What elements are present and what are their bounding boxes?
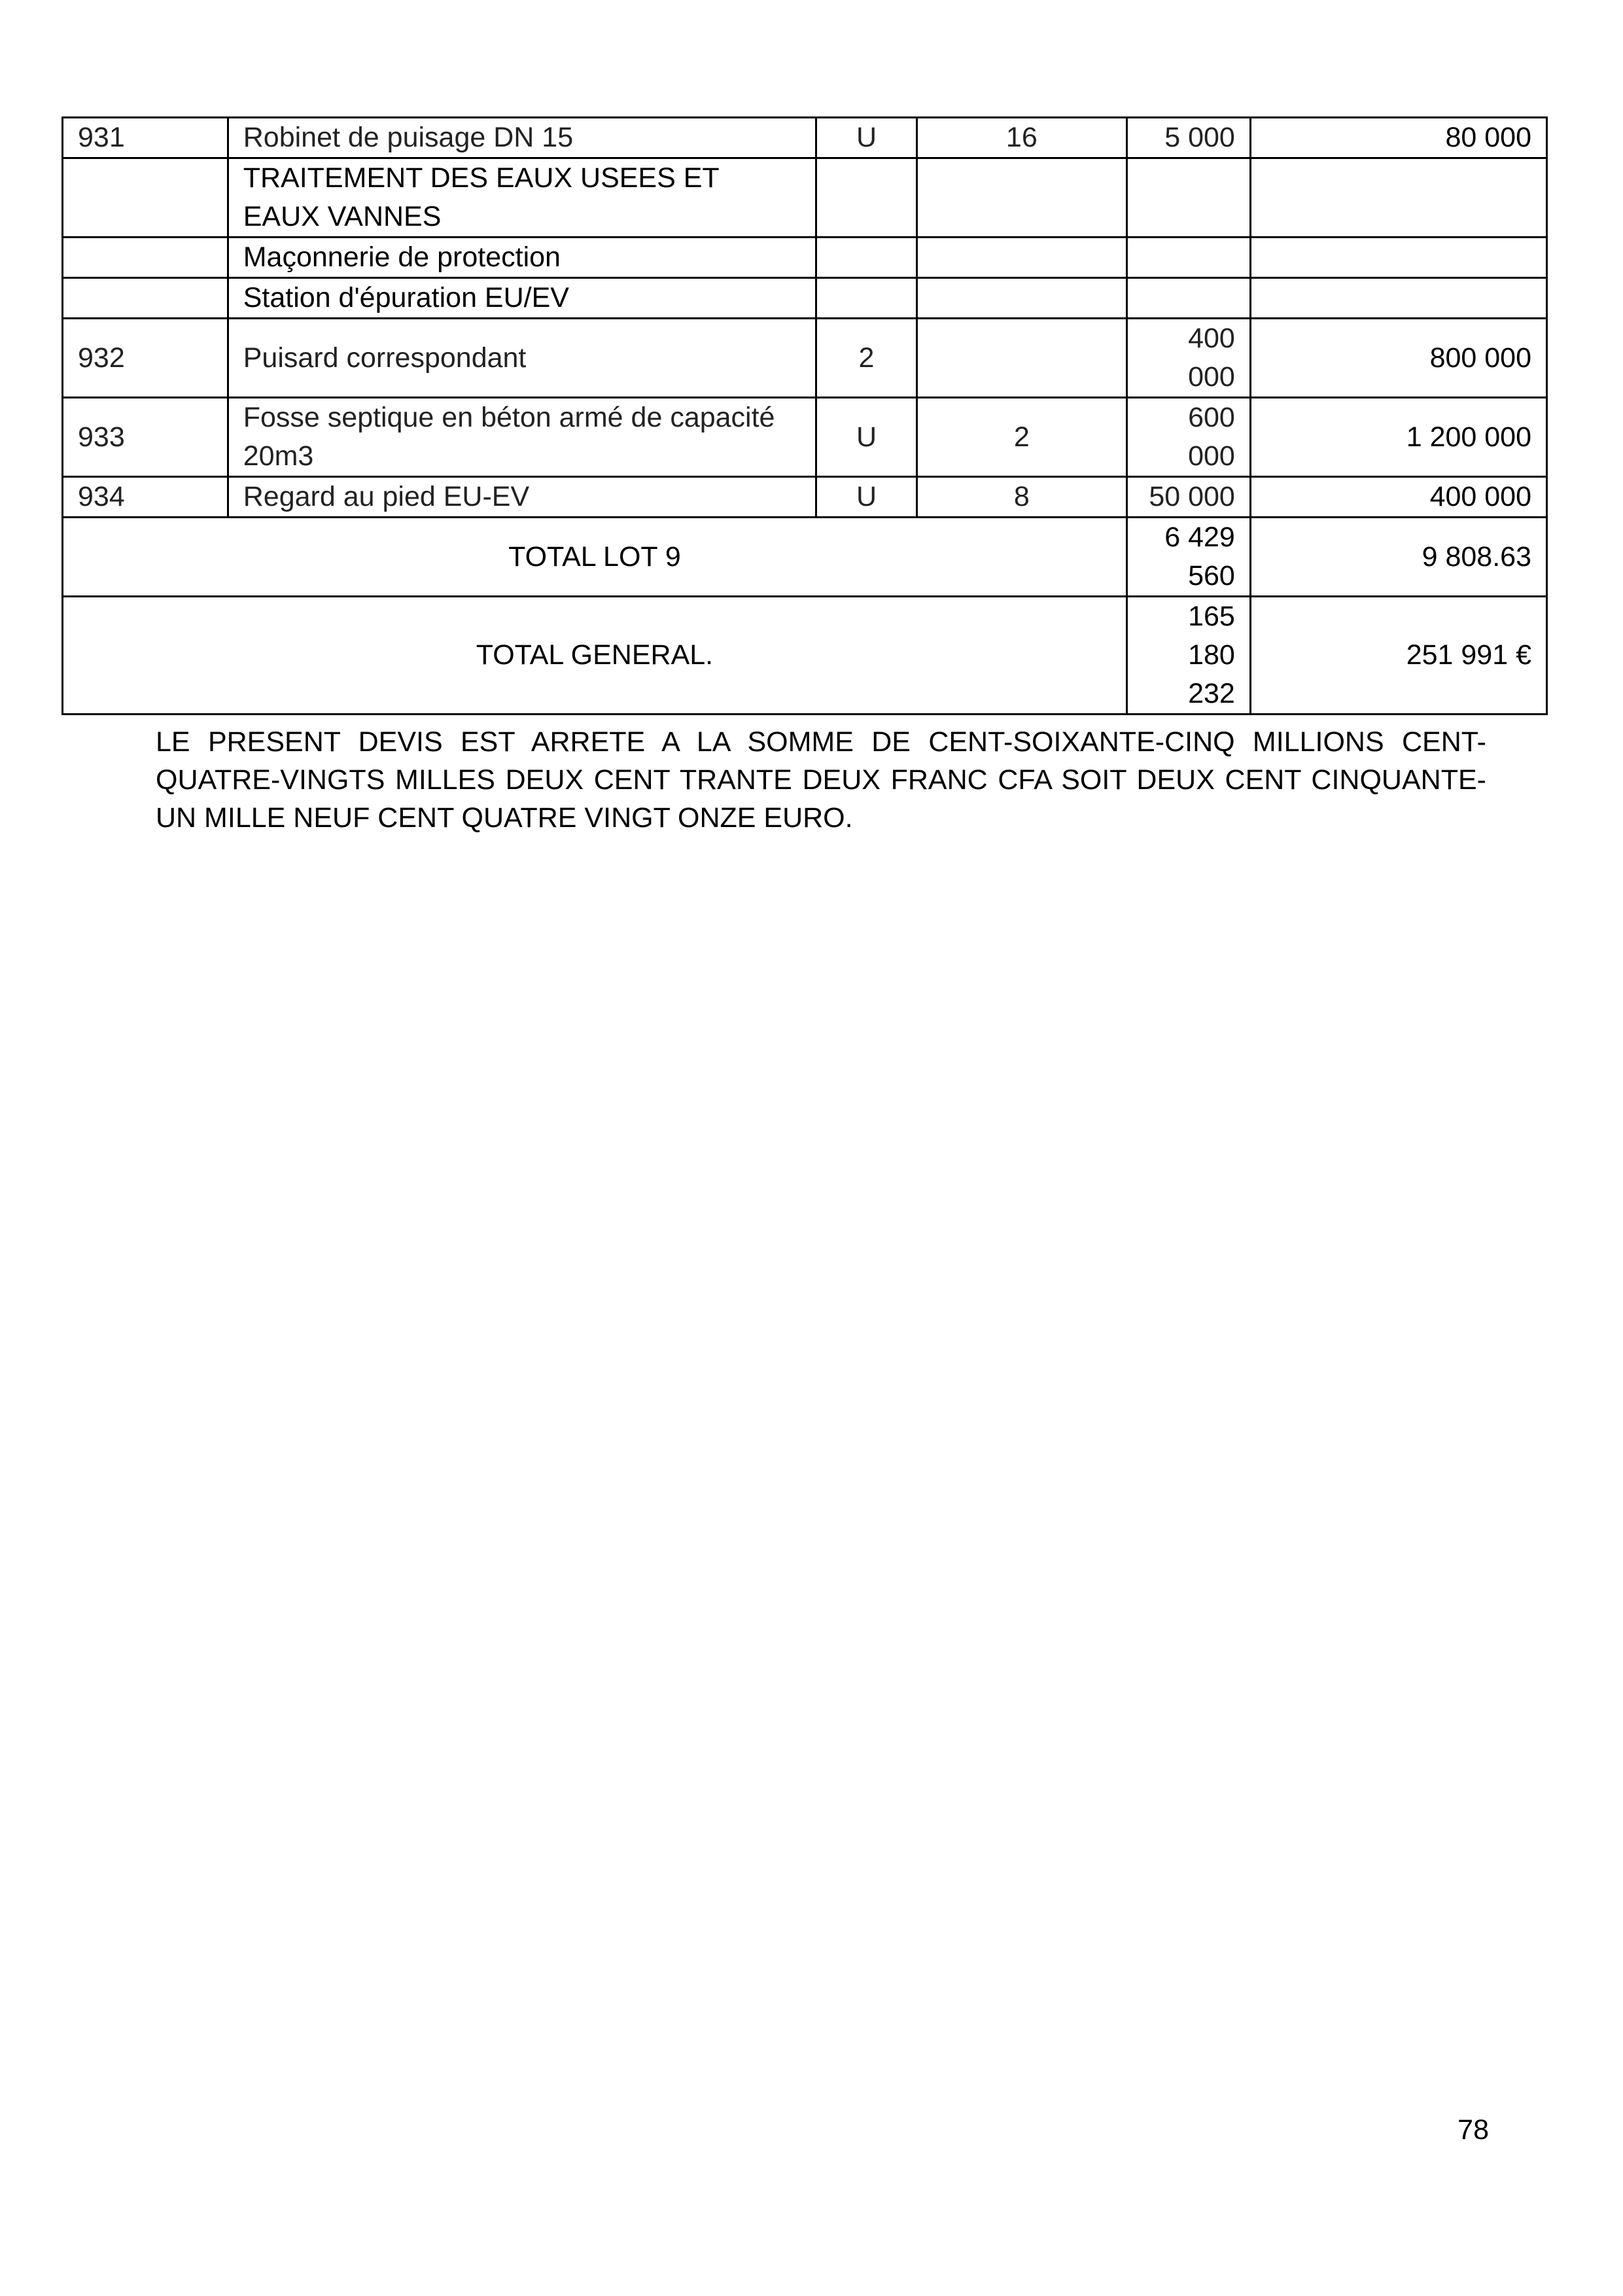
table-row — [63, 477, 1547, 518]
item-total: 1 200 000 — [1250, 398, 1546, 477]
item-quantity — [916, 158, 1126, 238]
total-lot-euro: 9 808.63 — [1250, 518, 1546, 597]
item-designation: Puisard correspondant — [228, 319, 816, 398]
total-general-euro: 251 991 € — [1250, 597, 1546, 715]
total-general-amount-line1: 165 180 — [1188, 601, 1235, 671]
item-total: 80 000 — [1250, 118, 1546, 158]
quote-table — [61, 116, 1548, 715]
item-quantity — [916, 278, 1126, 319]
item-quantity: 8 — [916, 477, 1126, 518]
item-unit: 2 — [816, 319, 917, 398]
item-quantity — [916, 238, 1126, 278]
item-unit — [816, 238, 917, 278]
page-number: 78 — [1457, 2114, 1489, 2146]
item-number — [63, 158, 228, 238]
item-unit: U — [816, 398, 917, 477]
table-row — [63, 118, 1547, 158]
item-designation: TRAITEMENT DES EAUX USEES ET EAUX VANNES — [228, 158, 816, 238]
item-total — [1250, 238, 1546, 278]
table-row — [63, 158, 1547, 238]
item-designation: Robinet de puisage DN 15 — [228, 118, 816, 158]
item-designation: Maçonnerie de protection — [228, 238, 816, 278]
total-lot-amount-line2: 560 — [1188, 560, 1235, 592]
item-unit — [816, 158, 917, 238]
item-quantity — [916, 319, 1126, 398]
item-number — [63, 278, 228, 319]
table-row — [63, 278, 1547, 319]
item-unit-price: 400 000 — [1126, 319, 1250, 398]
table-row — [63, 319, 1547, 398]
item-designation: Fosse septique en béton armé de capacité 20m3 — [228, 398, 816, 477]
item-unit-price — [1126, 158, 1250, 238]
item-number: 933 — [63, 398, 228, 477]
table-row — [63, 398, 1547, 477]
total-lot-amount — [1126, 518, 1250, 597]
total-general-label: TOTAL GENERAL. — [63, 597, 1127, 715]
item-designation: Station d'épuration EU/EV — [228, 278, 816, 319]
total-lot-amount-line1: 6 429 — [1164, 521, 1235, 553]
item-total — [1250, 278, 1546, 319]
total-general-amount — [1126, 597, 1250, 715]
item-total — [1250, 158, 1546, 238]
item-unit: U — [816, 118, 917, 158]
item-total: 400 000 — [1250, 477, 1546, 518]
item-quantity: 16 — [916, 118, 1126, 158]
item-number: 934 — [63, 477, 228, 518]
item-number — [63, 238, 228, 278]
item-number: 932 — [63, 319, 228, 398]
total-general-row — [63, 597, 1547, 715]
total-lot-label: TOTAL LOT 9 — [63, 518, 1127, 597]
item-total: 800 000 — [1250, 319, 1546, 398]
item-unit-price: 5 000 — [1126, 118, 1250, 158]
table-row — [63, 238, 1547, 278]
item-number: 931 — [63, 118, 228, 158]
item-quantity: 2 — [916, 398, 1126, 477]
item-unit-price: 600 000 — [1126, 398, 1250, 477]
quote-statement: LE PRESENT DEVIS EST ARRETE A LA SOMME DE CENT-SOIXANTE-CINQ MILLIONS CENT-QUATRE-VINGTS MILLES DEUX CENT TRANTE DEUX FRANC CFA SOIT DEUX CENT CINQUANTE-UN MILLE NEUF CENT QUATRE VINGT ONZE EURO. — [156, 726, 1486, 834]
item-unit: U — [816, 477, 917, 518]
item-unit-price: 50 000 — [1126, 477, 1250, 518]
total-lot-row — [63, 518, 1547, 597]
item-unit-price — [1126, 238, 1250, 278]
item-unit-price — [1126, 278, 1250, 319]
item-designation: Regard au pied EU-EV — [228, 477, 816, 518]
item-unit — [816, 278, 917, 319]
total-general-amount-line2: 232 — [1188, 678, 1235, 709]
